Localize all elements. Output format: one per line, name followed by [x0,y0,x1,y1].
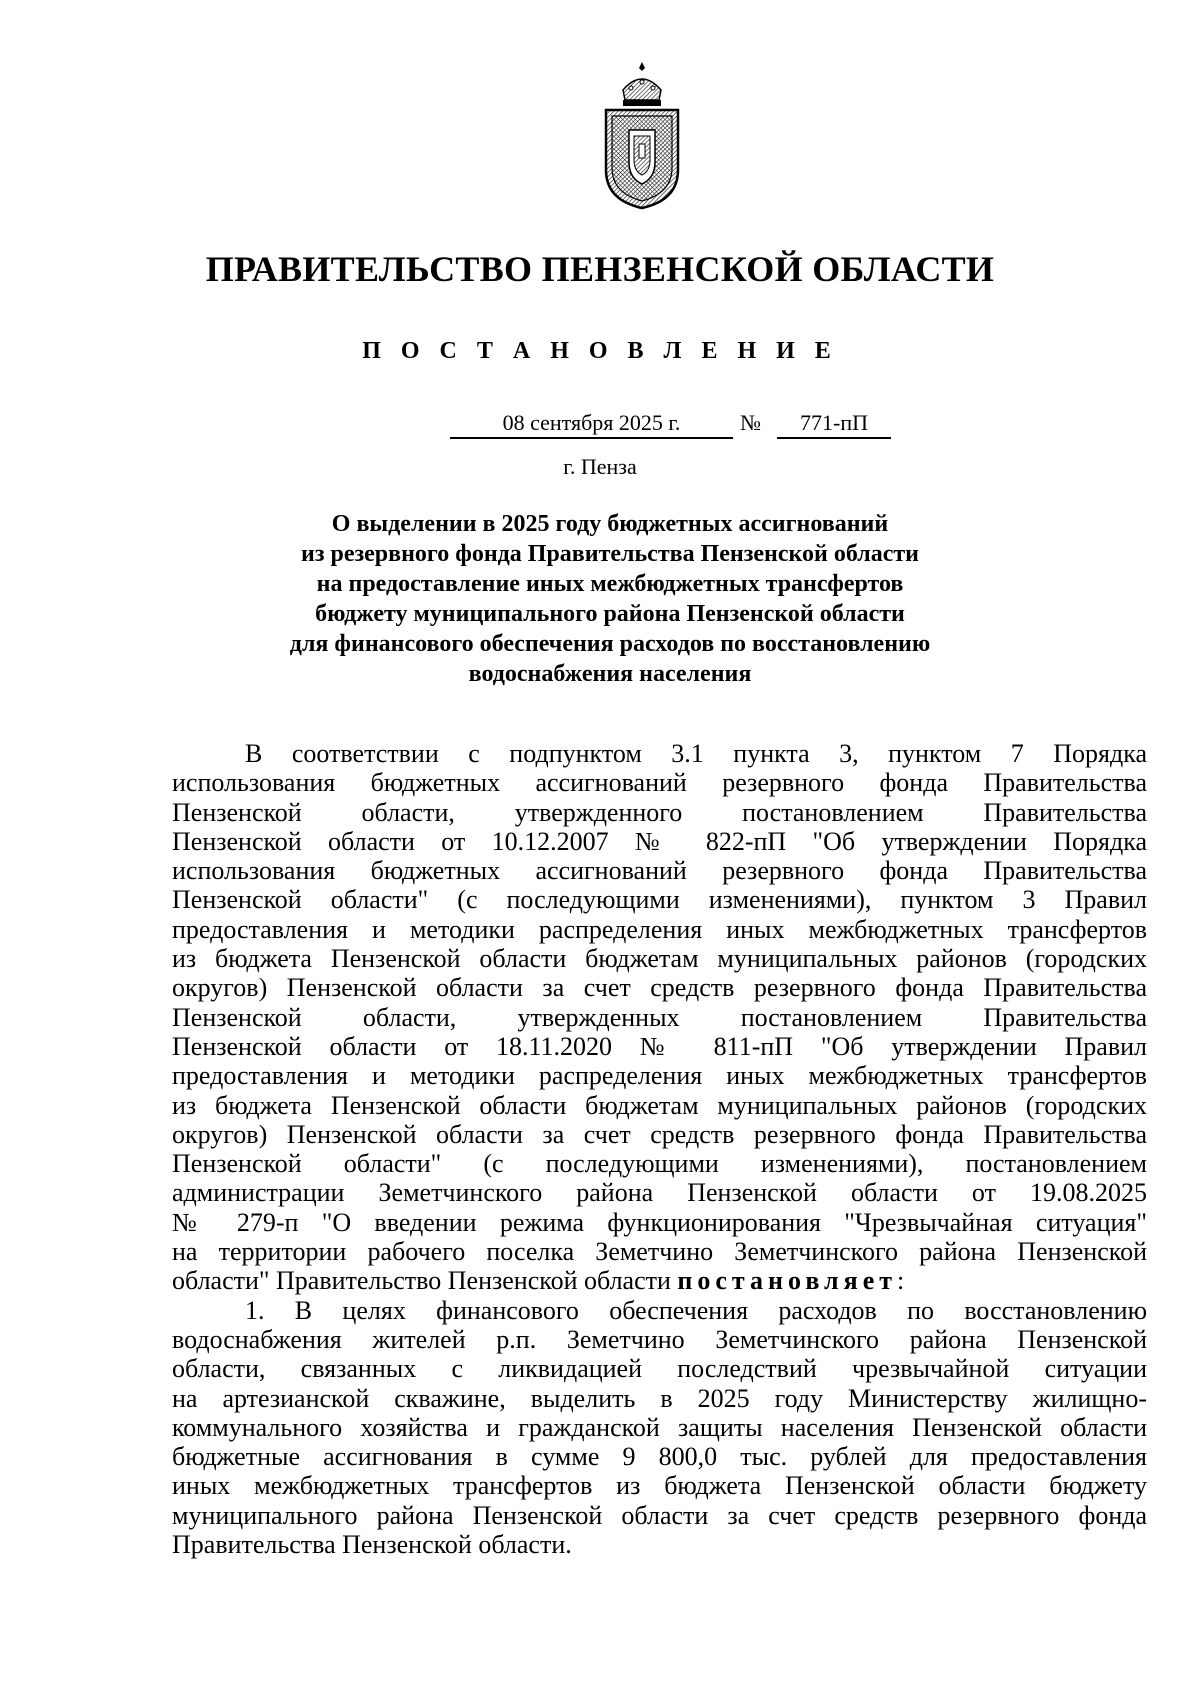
subject-line: на предоставление иных межбюджетных трансфертов [316,571,904,597]
preamble-line: использования бюджетных ассигнований резервного фонда Правительства [172,768,1147,798]
preamble-line: использования бюджетных ассигнований резервного фонда Правительства [172,856,1147,886]
preamble-line: Пензенской области от 18.11.2020 № 811-пП "Об утверждении Правил [172,1031,1147,1061]
preamble-final-text: области" Правительство Пензенской области [172,1266,678,1296]
clause-1 [172,1296,1147,1560]
preamble-line: предоставления и методики распределения иных межбюджетных трансфертов [172,914,1147,944]
preamble-line: предоставления и методики распределения иных межбюджетных трансфертов [172,1061,1147,1091]
subject-line: водоснабжения населения [468,661,752,687]
document-subject [220,509,1000,689]
preamble-final-line [172,1266,1147,1295]
preamble-line: округов) Пензенской области за счет средств резервного фонда Правительства [172,1119,1147,1149]
city: г. Пенза [563,454,637,479]
government-title: ПРАВИТЕЛЬСТВО ПЕНЗЕНСКОЙ ОБЛАСТИ [205,249,995,289]
subject-line: бюджету муниципального района Пензенской области [315,601,905,627]
number-sign: № [740,410,761,435]
preamble-line: из бюджета Пензенской области бюджетам муниципальных районов (городских [172,1090,1147,1120]
preamble-line: Пензенской области, утвержденного постановлением Правительства [172,797,1147,827]
preamble-line: Пензенской области" (с последующими изменениями), пунктом 3 Правил [172,885,1147,915]
subject-line: для финансового обеспечения расходов по восстановлению [289,631,931,657]
document-body [172,739,1147,1559]
preamble-line: В соответствии с подпунктом 3.1 пункта 3, пунктом 7 Порядка [245,739,1147,768]
clause-line: бюджетные ассигнования в сумме 9 800,0 тыс. рублей для предоставления [172,1442,1147,1472]
preamble-line: из бюджета Пензенской области бюджетам муниципальных районов (городских [172,944,1147,974]
preamble-line: округов) Пензенской области за счет средств резервного фонда Правительства [172,973,1147,1003]
preamble-line: Пензенской области, утвержденных постановлением Правительства [172,1002,1147,1032]
clause-line: 1. В целях финансового обеспечения расходов по восстановлению [245,1295,1147,1325]
subject-line: О выделении в 2025 году бюджетных ассигнований [331,511,889,537]
clause-line: муниципального района Пензенской области за счет средств резервного фонда [172,1500,1147,1530]
subject-line: из резервного фонда Правительства Пензенской области [301,541,919,567]
clause-line: области, связанных с ликвидацией последствий чрезвычайной ситуации [172,1354,1147,1384]
preamble-line: администрации Земетчинского района Пензенской области от 19.08.2025 [172,1178,1147,1208]
document-date: 08 сентября 2025 г. [450,410,733,439]
clause-line: иных межбюджетных трансфертов из бюджета Пензенской области бюджету [172,1471,1147,1501]
decree-word: постановляет [677,1266,898,1296]
document-type: П О С Т А Н О В Л Е Н И Е [362,338,838,364]
clause-line: Правительства Пензенской области. [172,1530,572,1560]
preamble-line: на территории рабочего поселка Земетчино Земетчинского района Пензенской [172,1237,1147,1267]
document-number: 771-пП [777,410,891,439]
coat-of-arms-emblem [601,60,683,210]
preamble-line: Пензенской области" (с последующими изменениями), постановлением [172,1149,1147,1179]
clause-line: водоснабжения жителей р.п. Земетчино Земетчинского района Пензенской [172,1324,1147,1354]
date-number-line [0,410,1200,446]
preamble-line: № 279-п "О введении режима функционирования "Чрезвычайная ситуация" [172,1207,1147,1237]
preamble-paragraph [172,739,1147,1296]
decree-colon: : [897,1266,905,1296]
clause-line: коммунального хозяйства и гражданской защиты населения Пензенской области [172,1412,1147,1442]
preamble-line: Пензенской области от 10.12.2007 № 822-пП "Об утверждении Порядка [172,826,1147,856]
clause-line: на артезианской скважине, выделить в 2025 году Министерству жилищно- [172,1383,1147,1413]
